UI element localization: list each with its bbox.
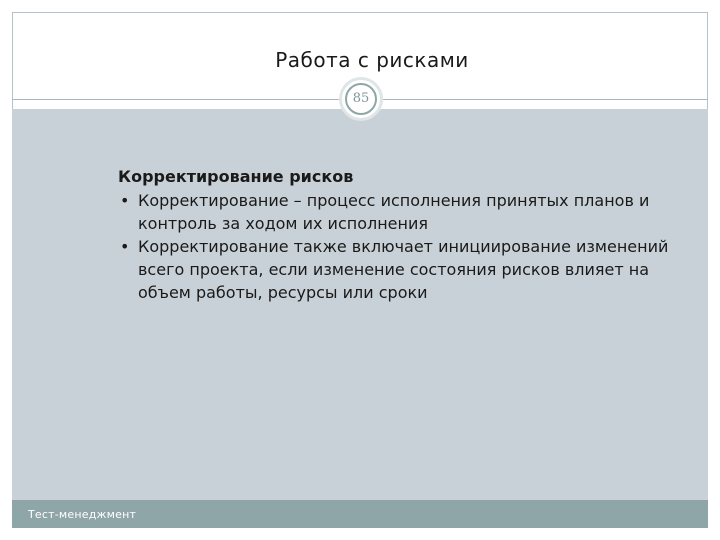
footer-label: Тест-менеджмент xyxy=(28,508,137,521)
bullet-text: Корректирование – процесс исполнения принятых планов и контроль за ходом их исполнения xyxy=(138,191,650,233)
bullet-marker: • xyxy=(120,191,130,210)
bullet-item xyxy=(118,235,678,304)
bullet-item xyxy=(118,189,678,235)
bullet-marker: • xyxy=(120,237,130,256)
bullet-text: Корректирование также включает инициирование изменений всего проекта, если изменение состояния рисков влияет на объем работы, ресурсы или сроки xyxy=(138,237,669,302)
bullet-list xyxy=(118,189,678,304)
slide-body xyxy=(118,165,678,304)
page-number-badge xyxy=(339,77,383,121)
slide-title: Работа с рисками xyxy=(275,48,469,72)
section-heading: Корректирование рисков xyxy=(118,167,354,186)
page-number: 85 xyxy=(345,83,377,115)
